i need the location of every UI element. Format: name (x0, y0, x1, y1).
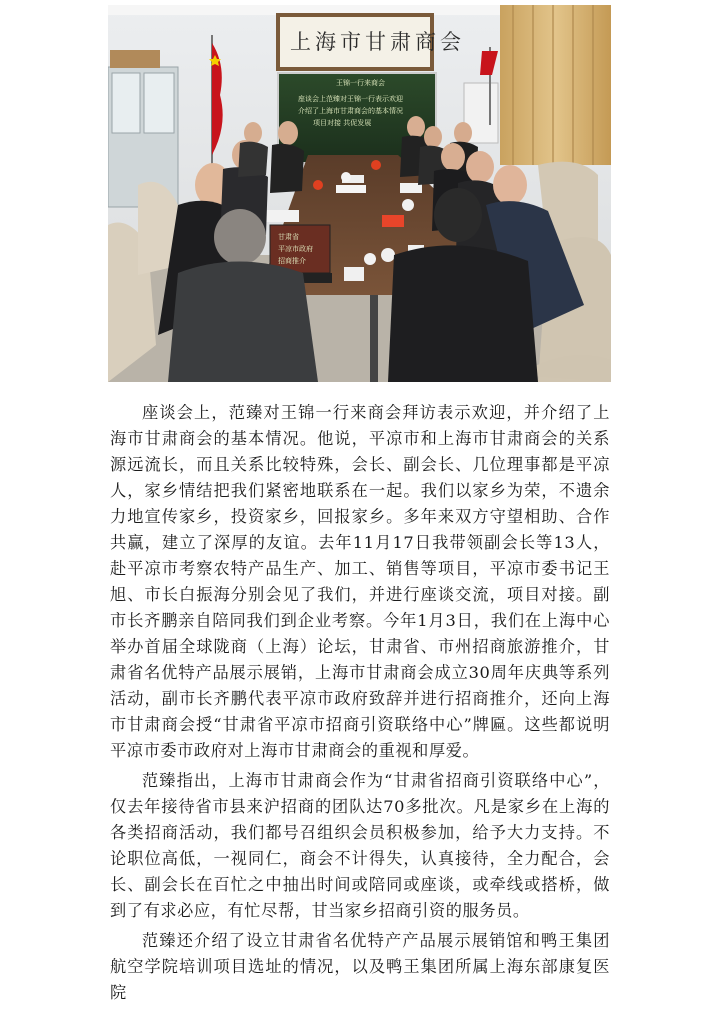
svg-text:招商推介: 招商推介 (278, 257, 306, 265)
screen-line: 介绍了上海市甘肃商会的基本情况 (298, 107, 403, 115)
svg-text:甘肃省: 甘肃省 (278, 233, 299, 241)
banner-text: 上海市甘肃商会 (290, 30, 465, 54)
screen-line: 项目对接 共促发展 (313, 119, 372, 127)
article-body (110, 400, 610, 1010)
paragraph: 范臻还介绍了设立甘肃省名优特产产品展示展销馆和鸭王集团航空学院培训项目选址的情况，以及鸭王集团所属上海东部康复医院 (110, 931, 610, 1002)
svg-text:平凉市政府: 平凉市政府 (278, 245, 313, 253)
paragraph: 座谈会上，范臻对王锦一行来商会拜访表示欢迎，并介绍了上海市甘肃商会的基本情况。他说，平凉市和上海市甘肃商会的关系源远流长，而且关系比较特殊，会长、副会长、几位理事都是平凉人，家乡情结把我们紧密地联系在一起。我们以家乡为荣，不遗余力地宣传家乡，投资家乡，回报家乡。多年来双方守望相助、合作共赢，建立了深厚的友谊。去年11月17日我带领副会长等13人，赴平凉市考察农特产品生产、加工、销售等项目，平凉市委书记王旭、市长白振海分别会见了我们，并进行座谈交流，项目对接。副市长齐鹏亲自陪同我们到企业考察。今年1月3日，我们在上海中心举办首届全球陇商（上海）论坛，甘肃省、市州招商旅游推介，甘肃省名优特产品展示展销，上海市甘肃商会成立30周年庆典等系列活动，副市长齐鹏代表平凉市政府致辞并进行招商推介，还向上海市甘肃商会授“甘肃省平凉市招商引资联络中心”牌匾。这些都说明平凉市委市政府对上海市甘肃商会的重视和厚爱。 (110, 403, 610, 760)
meeting-photo (108, 5, 611, 382)
curtain (500, 5, 611, 165)
screen-line: 王锦一行来商会 (336, 79, 385, 87)
paragraph: 范臻指出，上海市甘肃商会作为“甘肃省招商引资联络中心”，仅去年接待省市县来沪招商的团队达70多批次。凡是家乡在上海的各类招商活动，我们都号召组织会员积极参加，给予大力支持。不论职位高低，一视同仁，商会不计得失，认真接待，全力配合，会长、副会长在百忙之中抽出时间或陪同或座谈，或牵线或搭桥，做到了有求必应，有忙尽帮，甘当家乡招商引资的服务员。 (110, 771, 610, 920)
screen-line: 座谈会上范臻对王锦一行表示欢迎 (298, 95, 403, 103)
